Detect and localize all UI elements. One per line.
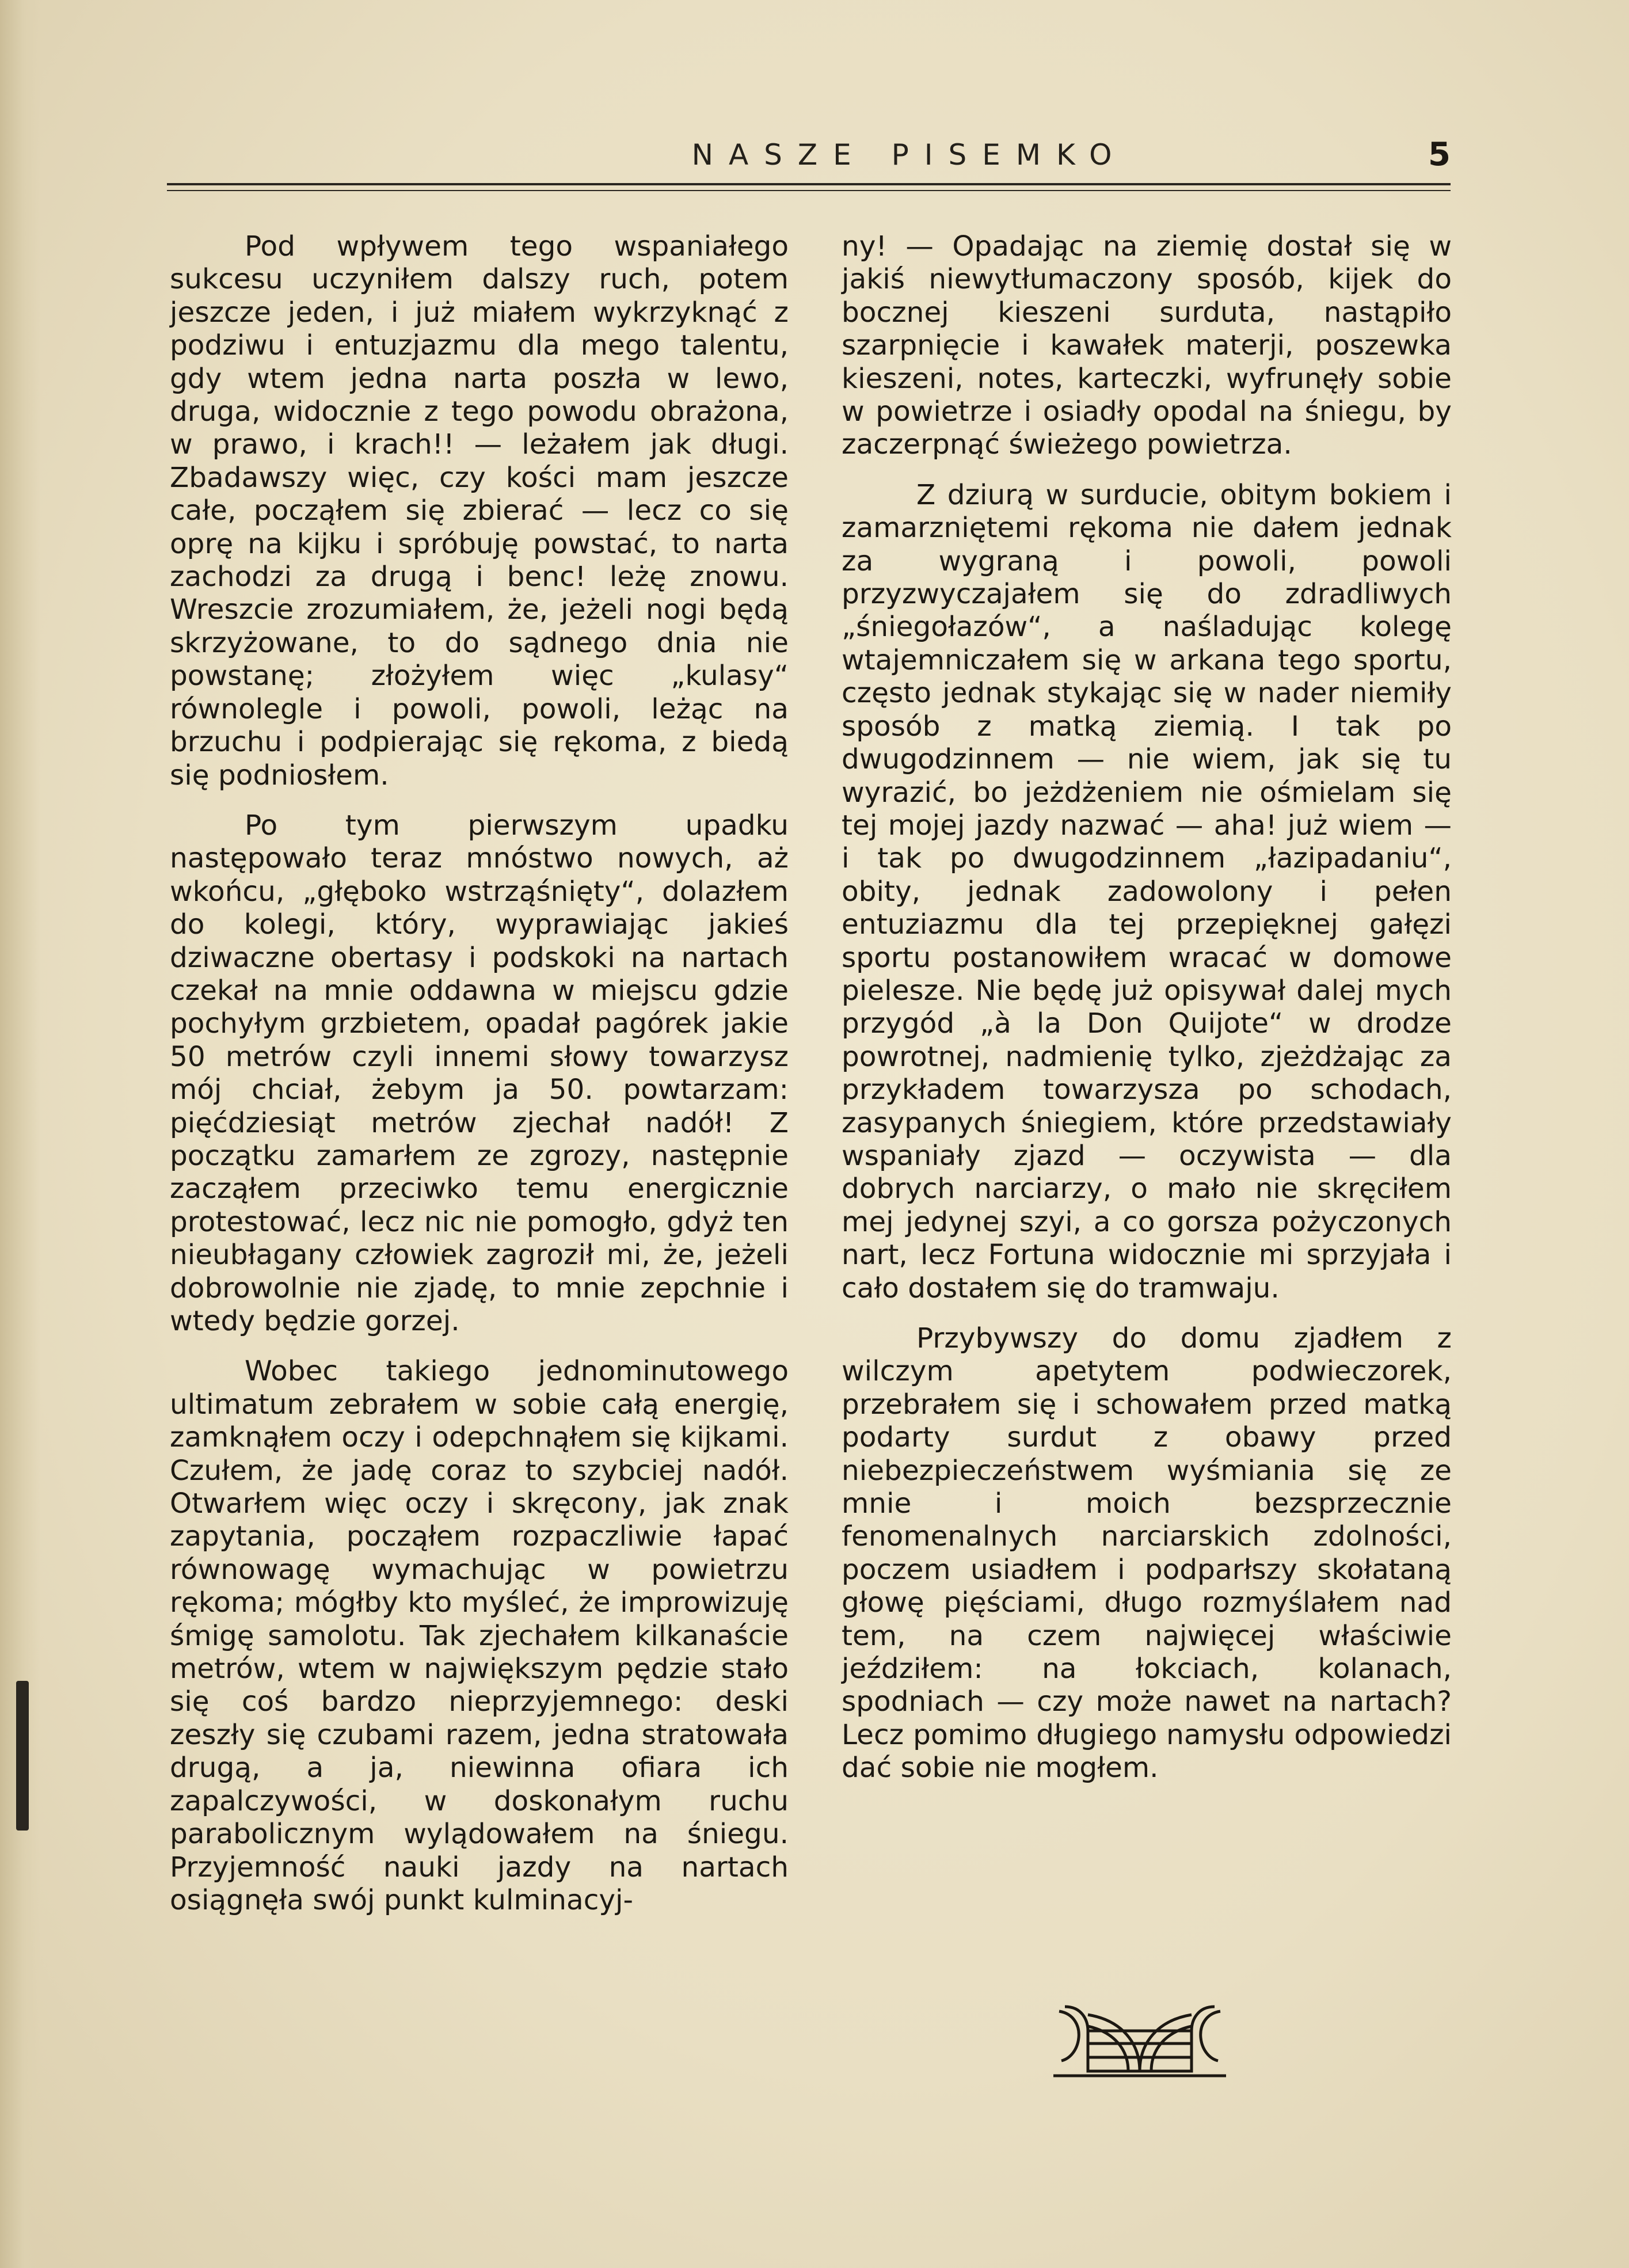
paragraph: ny! — Opadając na ziemię dostał się w jakiś niewytłumaczony sposób, kijek do bocznej kieszeni surduta, nastąpiło szarpnięcie i kawałek materji, poszewka kieszeni, notes, karteczki, wyfrunęły sobie w powietrze i osiadły opodal na śniegu, by zaczerpnąć świeżego powietrza. <box>842 230 1452 461</box>
page-header <box>167 138 1451 196</box>
paragraph: Wobec takiego jednominutowego ultimatum zebrałem w sobie całą energię, zamknąłem oczy i odepchnąłem się kijkami. Czułem, że jadę coraz to szybciej nadół. Otwarłem więc oczy i skręcony, jak znak zapytania, począłem rozpaczliwie łapać równowagę wymachując w powietrzu rękoma; mógłby kto myśleć, że improwizuję śmigę samolotu. Tak zjechałem kilkanaście metrów, wtem w największym pędzie stało się coś bardzo nieprzyjemnego: deski zeszły się czubami razem, jedna stratowała drugą, a ja, niewinna ofiara ich zapalczywości, w doskonałym ruchu parabolicznym wylądowałem na śniegu. Przyjemność nauki jazdy na nartach osiągnęła swój punkt kulminacyj- <box>170 1355 789 1916</box>
paragraph: Z dziurą w surducie, obitym bokiem i zamarzniętemi rękoma nie dałem jednak za wygraną i powoli, powoli przyzwyczajałem się do zdradliwych „śniegołazów“, a naśladując kolegę wtajemniczałem się w arkana tego sportu, często jednak stykając się w nader niemiły sposób z matką ziemią. I tak po dwugodzinnem — nie wiem, jak się tu wyrazić, bo jeżdżeniem nie ośmielam się tej mojej jazdy nazwać — aha! już wiem — i tak po dwugodzinnem „łazipadaniu“, obity, jednak zadowolony i pełen entuziazmu dla tej przepięknej gałęzi sportu postanowiłem wracać w domowe pielesze. Nie będę już opisywał dalej mych przygód „à la Don Quijote“ w drodze powrotnej, nadmienię tylko, zjeżdżając za przykładem towarzysza po schodach, zasypanych śniegiem, które przedstawiały wspaniały zjazd — oczywista — dla dobrych narciarzy, o mało nie skręciłem mej jedynej szyi, a co gorsza pożyczonych nart, lecz Fortuna widocznie mi sprzyjała i cało dostałem się do tramwaju. <box>842 478 1452 1304</box>
binding-mark <box>16 1681 29 1831</box>
right-column <box>842 230 1452 1785</box>
paragraph: Pod wpływem tego wspaniałego sukcesu uczyniłem dalszy ruch, potem jeszcze jeden, i już miałem wykrzyknąć z podziwu i entuzjazmu dla mego talentu, gdy wtem jedna narta poszła w lewo, druga, widocznie z tego powodu obrażona, w prawo, i krach!! — leżałem jak długi. Zbadawszy więc, czy kości mam jeszcze całe, począłem się zbierać — lecz co się oprę na kijku i spróbuję powstać, to narta zachodzi za drugą i benc! leżę znowu. Wreszcie zrozumiałem, że, jeżeli nogi będą skrzyżowane, to do sądnego dnia nie powstanę; złożyłem więc „kulasy“ równolegle i powoli, powoli, leżąc na brzuchu i podpierając się rękoma, z biedą się podniosłem. <box>170 230 789 791</box>
paragraph: Przybywszy do domu zjadłem z wilczym apetytem podwieczorek, przebrałem się i schowałem przed matką podarty surdut z obawy przed niebezpieczeństwem wyśmiania się ze mnie i moich bezsprzecznie fenomenalnych narciarskich zdolności, poczem usiadłem i podparłszy skołataną głowę pięściami, długo rozmyślałem nad tem, na czem najwięcej właściwie jeździłem: na łokciach, kolanach, spodniach — czy może nawet na nartach? Lecz pomimo długiego namysłu odpowiedzi dać sobie nie mogłem. <box>842 1322 1452 1784</box>
running-title: NASZE PISEMKO <box>691 138 1128 172</box>
left-column <box>170 230 789 1917</box>
header-rule-thin <box>167 190 1451 191</box>
paragraph: Po tym pierwszym upadku następowało teraz mnóstwo nowych, aż wkońcu, „głęboko wstrząśnięty“, dolazłem do kolegi, który, wyprawiając jakieś dziwaczne obertasy i podskoki na nartach czekał na mnie oddawna w miejscu gdzie pochyłym grzbietem, opadał pagórek jakie 50 metrów czyli innemi słowy towarzysz mój chciał, żebym ja 50. powtarzam: pięćdziesiąt metrów zjechał nadół! Z początku zamarłem ze zgrozy, następnie zacząłem przeciwko temu energicznie protestować, lecz nic nie pomogło, gdyż ten nieubłagany człowiek zagroził mi, że, jeżeli dobrowolnie nie zjadę, to mnie zepchnie i wtedy będzie gorzej. <box>170 809 789 1337</box>
book-spine-shadow <box>0 0 40 2268</box>
header-rule-thick <box>167 183 1451 185</box>
art-nouveau-vignette-icon <box>1053 2003 1226 2078</box>
page-number: 5 <box>1428 136 1451 173</box>
